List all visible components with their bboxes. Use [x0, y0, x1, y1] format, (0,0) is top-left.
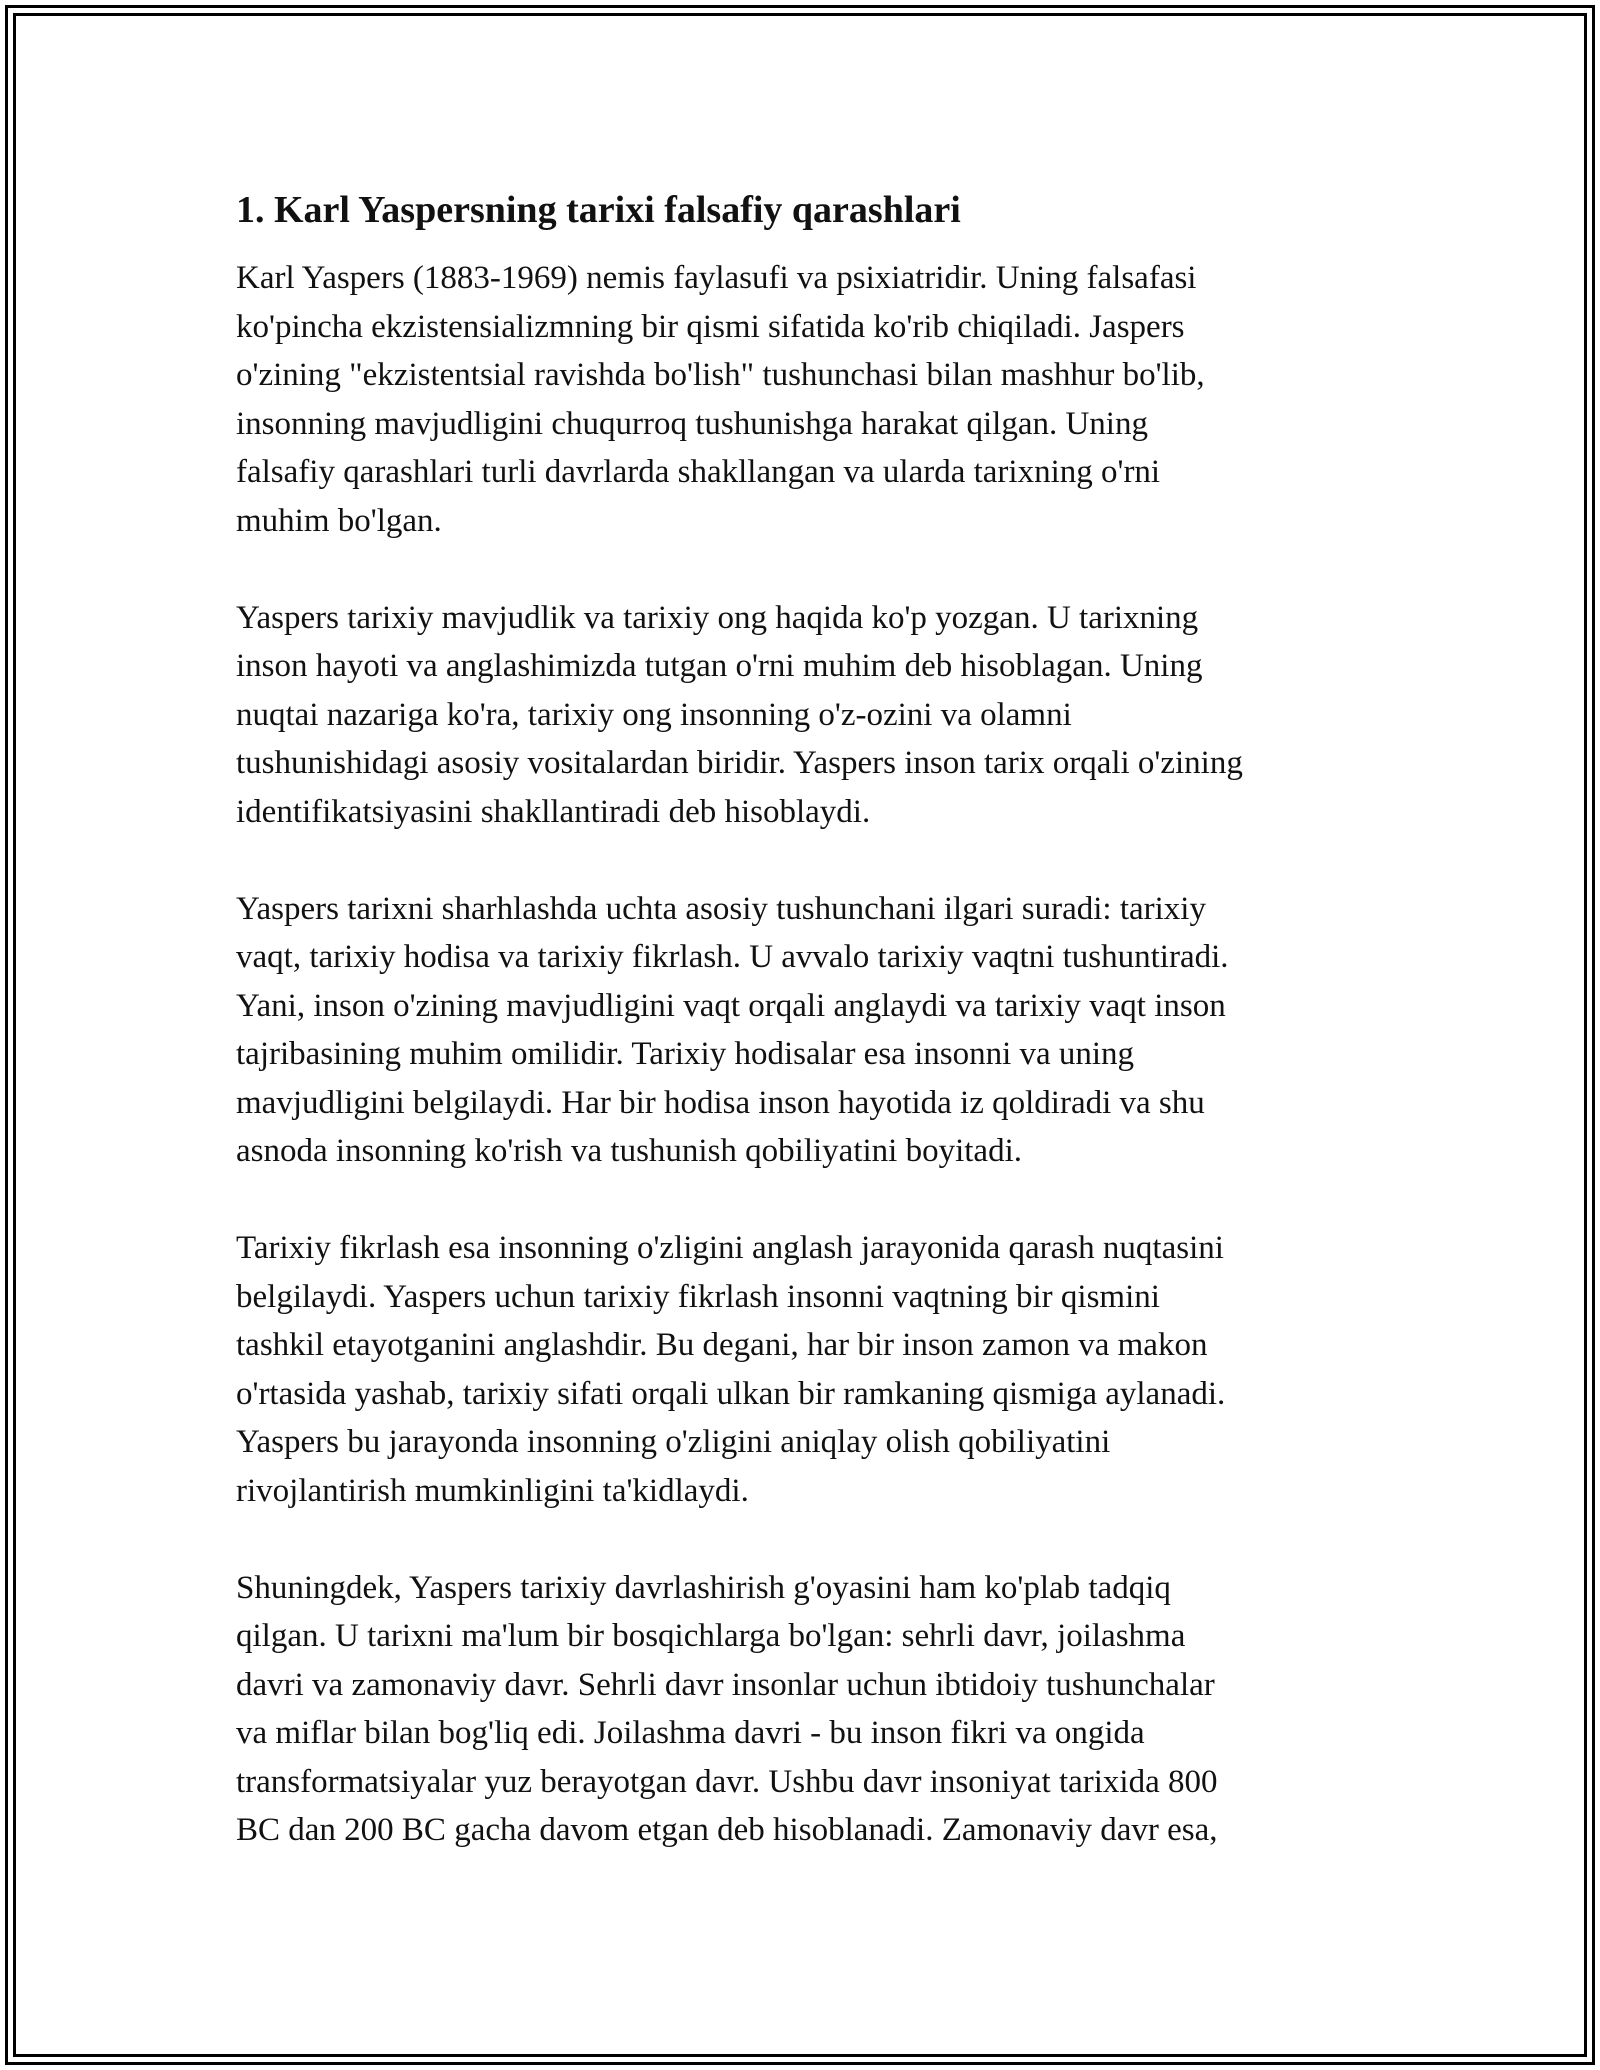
text-line: tashkil etayotganini anglashdir. Bu degani, har bir inson zamon va makon — [236, 1327, 1208, 1363]
text-line: Yaspers tarixiy mavjudlik va tarixiy ong haqida ko'p yozgan. U tarixning — [236, 599, 1199, 636]
document-body — [236, 186, 1376, 1903]
text-line: nuqtai nazariga ko'ra, tarixiy ong insonning o'z-ozini va olamni — [236, 696, 1072, 733]
text-line: Karl Yaspers (1883-1969) nemis faylasufi va psixiatridir. Uning falsafasi — [236, 260, 1197, 296]
text-line: va miflar bilan bog'liq edi. Joilashma davri - bu inson fikri va ongida — [236, 1715, 1145, 1751]
paragraph-3 — [236, 885, 1376, 1176]
text-line: tushunishidagi asosiy vositalardan biridir. Yaspers inson tarix orqali o'zining — [236, 745, 1243, 781]
text-line: ko'pincha ekzistensializmning bir qismi sifatida ko'rib chiqiladi. Jaspers — [236, 308, 1185, 345]
text-line: Yaspers bu jarayonda insonning o'zligini aniqlay olish qobiliyatini — [236, 1424, 1111, 1460]
paragraph-4 — [236, 1224, 1376, 1515]
text-line: muhim bo'lgan. — [236, 502, 442, 539]
text-line: BC dan 200 BC gacha davom etgan deb hisoblanadi. Zamonaviy davr esa, — [236, 1812, 1218, 1848]
text-line: o'zining "ekzistentsial ravishda bo'lish" tushunchasi bilan mashhur bo'lib, — [236, 357, 1205, 393]
text-line: identifikatsiyasini shakllantiradi deb hisoblaydi. — [236, 793, 871, 830]
paragraph-2 — [236, 594, 1376, 837]
text-line: Shuningdek, Yaspers tarixiy davrlashirish g'oyasini ham ko'plab tadqiq — [236, 1569, 1171, 1606]
text-line: tajribasining muhim omilidir. Tarixiy hodisalar esa insonni va uning — [236, 1036, 1135, 1072]
text-line: rivojlantirish mumkinligini ta'kidlaydi. — [236, 1472, 749, 1509]
text-line: inson hayoti va anglashimizda tutgan o'rni muhim deb hisoblagan. Uning — [236, 648, 1203, 684]
text-line: transformatsiyalar yuz berayotgan davr. Ushbu davr insoniyat tarixida 800 — [236, 1763, 1218, 1800]
section-heading: 1. Karl Yaspersning tarixi falsafiy qarashlari — [236, 189, 961, 231]
text-line: falsafiy qarashlari turli davrlarda shakllangan va ularda tarixning o'rni — [236, 454, 1161, 490]
text-line: asnoda insonning ko'rish va tushunish qobiliyatini boyitadi. — [236, 1133, 1022, 1169]
text-line: insonning mavjudligini chuqurroq tushunishga harakat qilgan. Uning — [236, 405, 1148, 442]
text-line: vaqt, tarixiy hodisa va tarixiy fikrlash. U avvalo tarixiy vaqtni tushuntiradi. — [236, 939, 1229, 975]
text-line: davri va zamonaviy davr. Sehrli davr insonlar uchun ibtidoiy tushunchalar — [236, 1666, 1215, 1703]
text-line: mavjudligini belgilaydi. Har bir hodisa inson hayotida iz qoldiradi va shu — [236, 1084, 1205, 1121]
text-line: qilgan. U tarixni ma'lum bir bosqichlarga bo'lgan: sehrli davr, joilashma — [236, 1618, 1186, 1654]
paragraph-1 — [236, 254, 1376, 545]
paragraph-5 — [236, 1564, 1376, 1855]
text-line: Tarixiy fikrlash esa insonning o'zligini anglash jarayonida qarash nuqtasini — [236, 1230, 1224, 1266]
text-line: o'rtasida yashab, tarixiy sifati orqali ulkan bir ramkaning qismiga aylanadi. — [236, 1375, 1226, 1412]
text-line: belgilaydi. Yaspers uchun tarixiy fikrlash insonni vaqtning bir qismini — [236, 1278, 1160, 1315]
text-line: Yaspers tarixni sharhlashda uchta asosiy tushunchani ilgari suradi: tarixiy — [236, 890, 1206, 927]
text-line: Yani, inson o'zining mavjudligini vaqt orqali anglaydi va tarixiy vaqt inson — [236, 987, 1226, 1024]
